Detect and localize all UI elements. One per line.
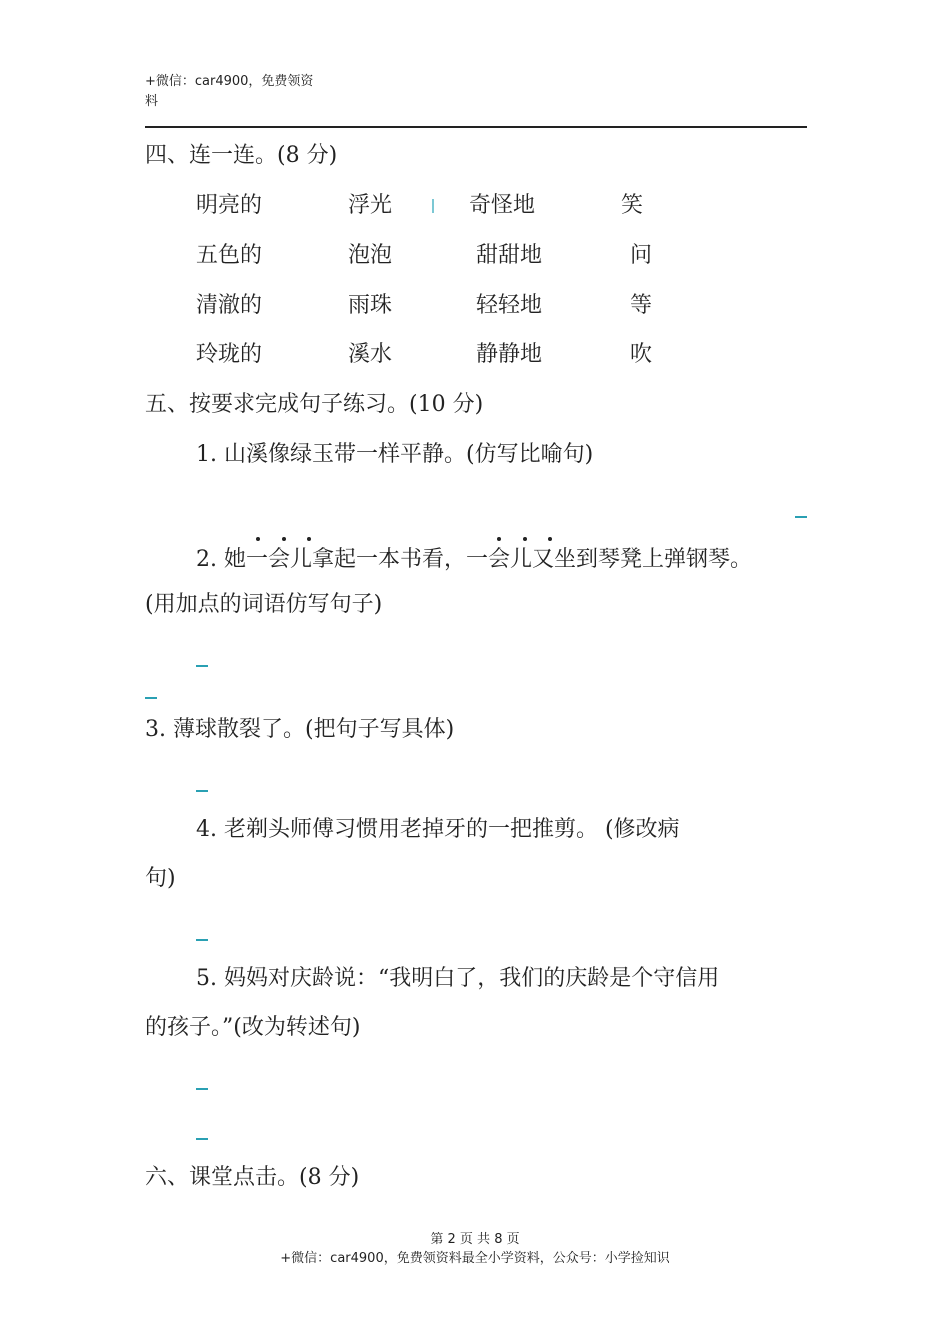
section-4-heading: 四、连一连。(8 分)	[145, 143, 338, 168]
match-col1-item: 玲珑的	[196, 342, 263, 367]
emphasis-dot	[307, 537, 311, 541]
match-col1-item: 五色的	[196, 243, 263, 268]
match-col3-item: 奇怪地	[469, 193, 536, 218]
question-2-line-2: (用加点的词语仿写句子)	[145, 592, 383, 617]
answer-blank[interactable]	[145, 697, 157, 699]
answer-blank[interactable]	[196, 1138, 208, 1140]
footer-note: +微信：car4900，免费领资料最全小学资料，公众号：小学捡知识	[280, 1251, 670, 1266]
match-col1-item: 明亮的	[196, 193, 263, 218]
question-5-line-2: 的孩子。”(改为转述句)	[145, 1015, 361, 1040]
match-col2-item: 雨珠	[348, 293, 393, 318]
match-col3-item: 甜甜地	[476, 243, 543, 268]
answer-blank[interactable]	[196, 665, 208, 667]
match-col3-item: 轻轻地	[476, 293, 543, 318]
match-col4-item: 笑	[621, 193, 644, 218]
answer-blank[interactable]	[196, 790, 208, 792]
match-col3-item: 静静地	[476, 342, 543, 367]
emphasis-dot	[497, 537, 501, 541]
match-col1-item: 清澈的	[196, 293, 263, 318]
emphasis-dot	[523, 537, 527, 541]
question-5-line-1: 5. 妈妈对庆龄说：“我明白了，我们的庆龄是个守信用	[196, 966, 720, 991]
answer-blank[interactable]	[795, 516, 807, 518]
emphasis-dot	[256, 537, 260, 541]
question-3: 3. 薄球散裂了。(把句子写具体)	[145, 717, 455, 742]
match-col4-item: 等	[630, 293, 653, 318]
question-1: 1. 山溪像绿玉带一样平静。(仿写比喻句)	[196, 442, 594, 467]
emphasis-dot	[282, 537, 286, 541]
answer-blank[interactable]	[196, 939, 208, 941]
question-2-line-1: 2. 她一会儿拿起一本书看，一会儿又坐到琴凳上弹钢琴。	[196, 547, 752, 572]
match-col2-item: 溪水	[348, 342, 393, 367]
header-line-2: 料	[145, 94, 159, 109]
header-line-1: +微信：car4900，免费领资	[145, 74, 314, 89]
cursor-mark	[432, 199, 434, 213]
match-col4-item: 问	[630, 243, 653, 268]
match-col2-item: 浮光	[348, 193, 393, 218]
question-4-line-1: 4. 老剃头师傅习惯用老掉牙的一把推剪。 (修改病	[196, 817, 680, 842]
emphasis-dot	[548, 537, 552, 541]
answer-blank[interactable]	[196, 1088, 208, 1090]
match-col4-item: 吹	[630, 342, 653, 367]
header-rule	[145, 126, 807, 128]
section-6-heading: 六、课堂点击。(8 分)	[145, 1165, 360, 1190]
match-col2-item: 泡泡	[348, 243, 393, 268]
question-4-line-2: 句)	[145, 866, 176, 891]
section-5-heading: 五、按要求完成句子练习。(10 分)	[145, 392, 484, 417]
page-number: 第 2 页 共 8 页	[430, 1232, 520, 1247]
